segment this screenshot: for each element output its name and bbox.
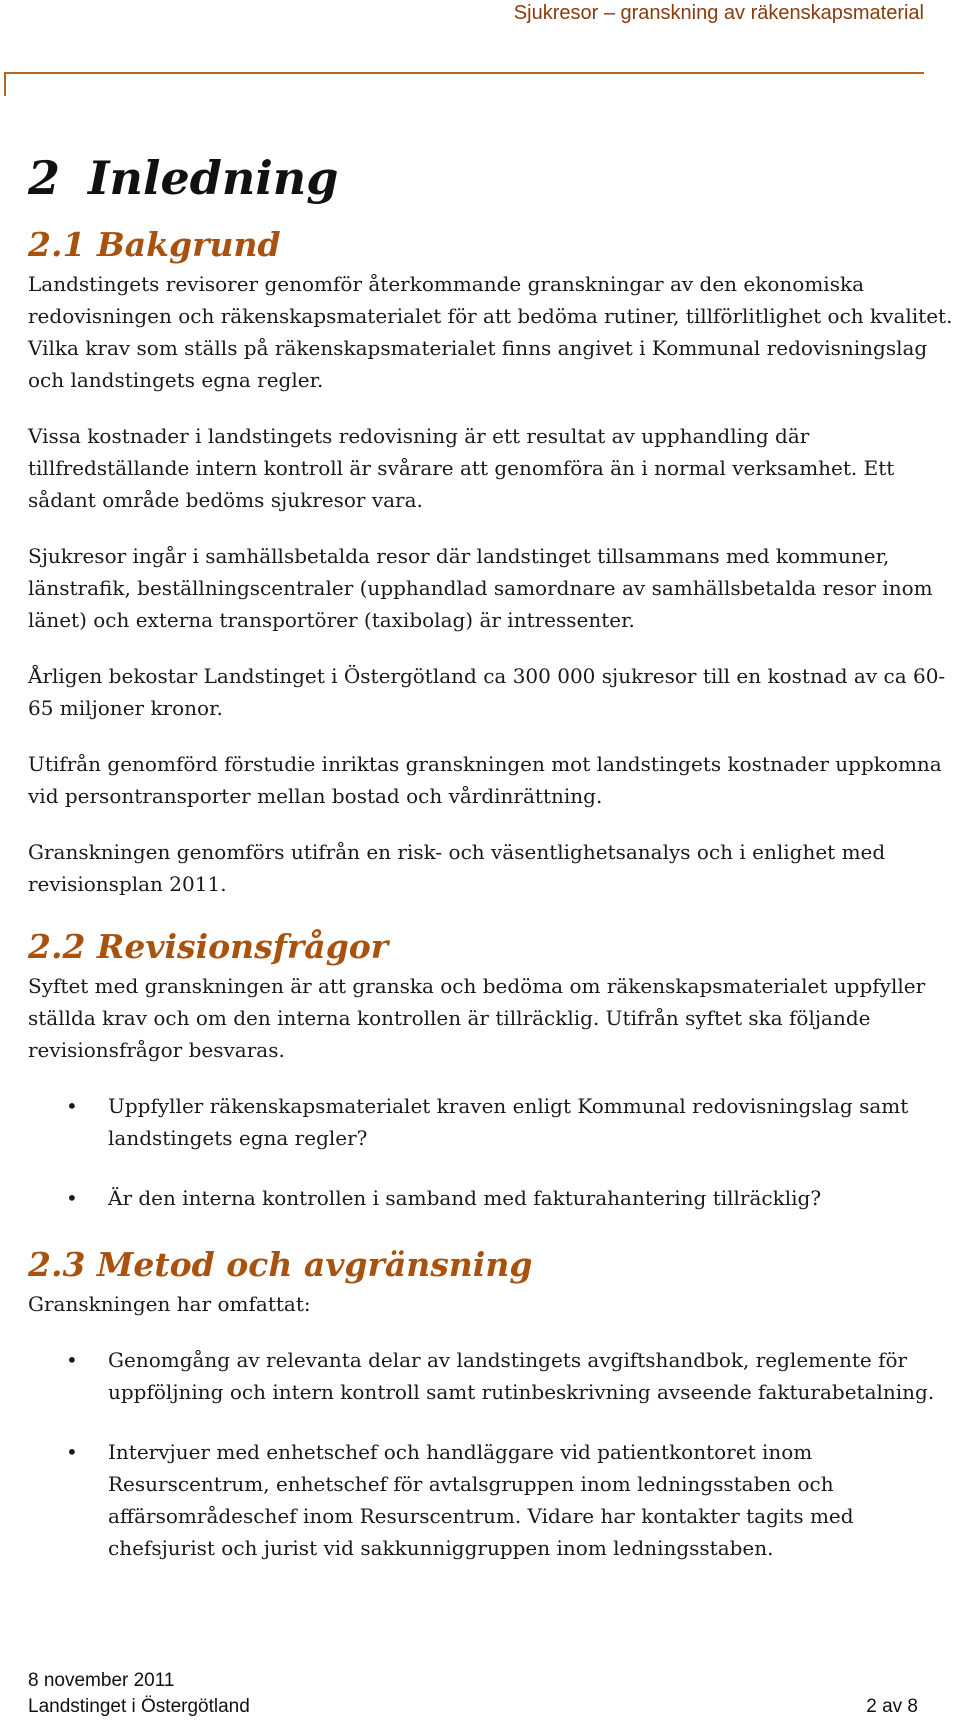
chapter-heading	[28, 150, 960, 206]
paragraph: Landstingets revisorer genomför återkommande granskningar av den ekonomiska redovisningen och räkenskapsmaterialet för att bedöma rutiner, tillförlitlighet och kvalitet. Vilka krav som ställs på räkenskapsmaterialet finns angivet i Kommunal redovisningslag och landstingets egna regler.	[28, 272, 953, 392]
list-item	[28, 1344, 960, 1408]
header-rule	[4, 72, 924, 74]
header-rule-tick	[4, 72, 6, 96]
list-item-text: Genomgång av relevanta delar av landstingets avgiftshandbok, reglemente för uppföljning och intern kontroll samt rutinbeskrivning avseende fakturabetalning.	[108, 1348, 935, 1404]
chapter-number: 2	[28, 151, 61, 205]
list-item	[28, 1436, 960, 1564]
paragraph: Sjukresor ingår i samhällsbetalda resor där landstinget tillsammans med kommuner, länstrafik, beställningscentraler (upphandlad samordnare av samhällsbetalda resor inom länet) och externa transportörer (taxibolag) är intressenter.	[28, 544, 933, 632]
paragraph: Utifrån genomförd förstudie inriktas granskningen mot landstingets kostnader uppkomna vid persontransporter mellan bostad och vårdinrättning.	[28, 752, 942, 808]
footer-date: 8 november 2011	[28, 1670, 175, 1691]
list-item-text: Uppfyller räkenskapsmaterialet kraven enligt Kommunal redovisningslag samt landstingets egna regler?	[108, 1094, 909, 1150]
paragraph: Årligen bekostar Landstinget i Östergötland ca 300 000 sjukresor till en kostnad av ca 60-65 miljoner kronor.	[28, 664, 946, 720]
bullet-icon: •	[66, 1186, 78, 1210]
bullet-icon: •	[66, 1348, 78, 1372]
paragraph: Granskningen genomförs utifrån en risk- och väsentlighetsanalys och i enlighet med revisionsplan 2011.	[28, 840, 886, 896]
footer	[28, 1696, 918, 1718]
bullet-icon: •	[66, 1440, 78, 1464]
running-header: Sjukresor – granskning av räkenskapsmaterial	[513, 2, 924, 24]
page-number: 2 av 8	[866, 1696, 918, 1717]
bullet-icon: •	[66, 1094, 78, 1118]
paragraph: Granskningen har omfattat:	[28, 1292, 311, 1316]
paragraph: Syftet med granskningen är att granska och bedöma om räkenskapsmaterialet uppfyller ställda krav och om den interna kontrollen är tillräcklig. Utifrån syftet ska följande revisionsfrågor besvaras.	[28, 974, 926, 1062]
list-item-text: Är den interna kontrollen i samband med fakturahantering tillräcklig?	[108, 1186, 822, 1210]
list-item	[28, 1182, 960, 1214]
bullet-list	[28, 1090, 960, 1214]
document-body	[28, 150, 960, 1592]
section-heading-metod: 2.3 Metod och avgränsning	[28, 1245, 533, 1284]
paragraph: Vissa kostnader i landstingets redovisning är ett resultat av upphandling där tillfredställande intern kontroll är svårare att genomföra än i normal verksamhet. Ett sådant område bedöms sjukresor vara.	[28, 424, 895, 512]
list-item	[28, 1090, 960, 1154]
list-item-text: Intervjuer med enhetschef och handläggare vid patientkontoret inom Resurscentrum, enhetschef för avtalsgruppen inom ledningsstaben och affärsområdeschef inom Resurscentrum. Vidare har kontakter tagits med chefsjurist och jurist vid sakkunniggruppen inom ledningsstaben.	[108, 1440, 854, 1560]
bullet-list	[28, 1344, 960, 1564]
section-heading-revisionsfragor: 2.2 Revisionsfrågor	[28, 927, 389, 966]
section-heading-bakgrund: 2.1 Bakgrund	[28, 225, 281, 264]
chapter-title: Inledning	[88, 151, 339, 205]
footer-organization: Landstinget i Östergötland	[28, 1696, 250, 1717]
